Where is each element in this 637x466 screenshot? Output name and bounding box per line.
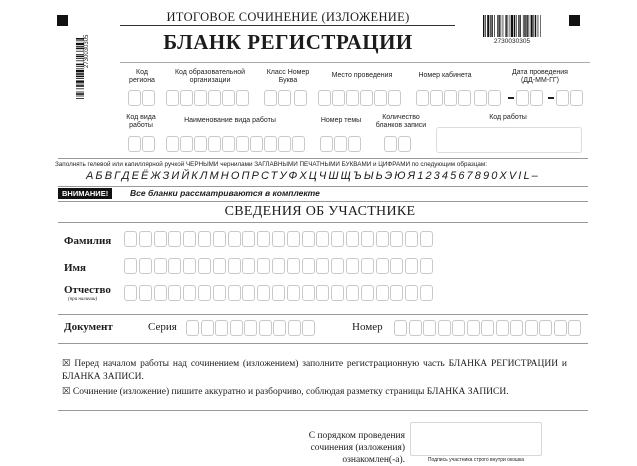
patronymic-cell[interactable]: [331, 285, 344, 301]
org-code-cell[interactable]: [222, 90, 235, 106]
date-year-cell[interactable]: [556, 90, 569, 106]
org-code-cell[interactable]: [208, 90, 221, 106]
sample-characters: АБВГДЕЁЖЗИЙКЛМНОПРСТУФХЦЧШЩЪЫЬЭЮЯ1234567890XVIL–: [86, 170, 540, 182]
date-separator-dash: [548, 97, 554, 99]
surname-cell[interactable]: [420, 231, 433, 247]
name-cell[interactable]: [198, 258, 211, 274]
document-series-cell[interactable]: [259, 320, 272, 336]
room-number-cell[interactable]: [430, 90, 443, 106]
barcode: [483, 15, 541, 37]
document-number-cell[interactable]: [496, 320, 509, 336]
patronymic-cell[interactable]: [242, 285, 255, 301]
name-cell[interactable]: [420, 258, 433, 274]
warning-badge: ВНИМАНИЕ!: [58, 188, 112, 199]
surname-cell[interactable]: [361, 231, 374, 247]
document-series-cell[interactable]: [302, 320, 315, 336]
date-month-cell[interactable]: [530, 90, 543, 106]
venue-label: Место проведения: [331, 72, 393, 79]
work-type-name-cell[interactable]: [194, 136, 207, 152]
section-title-rule: [58, 222, 588, 223]
patronymic-cell[interactable]: [139, 285, 152, 301]
vertical-barcode-number: 2730030305: [84, 34, 90, 68]
name-cell[interactable]: [154, 258, 167, 274]
header-frame-top: [120, 62, 590, 63]
name-cell[interactable]: [376, 258, 389, 274]
surname-cell[interactable]: [183, 231, 196, 247]
surname-cell[interactable]: [331, 231, 344, 247]
document-number-cell[interactable]: [394, 320, 407, 336]
series-label: Серия: [148, 321, 177, 333]
name-cell[interactable]: [405, 258, 418, 274]
topic-number-cell[interactable]: [348, 136, 361, 152]
venue-cell[interactable]: [346, 90, 359, 106]
region-code-label: Код региона: [129, 69, 155, 84]
name-cell[interactable]: [168, 258, 181, 274]
patronymic-note: (при наличии): [68, 297, 98, 302]
document-number-cell[interactable]: [481, 320, 494, 336]
patronymic-cell[interactable]: [302, 285, 315, 301]
acknowledgement-text: С порядком проведения сочинения (изложения) ознакомлен(-а).: [308, 431, 405, 465]
name-cell[interactable]: [272, 258, 285, 274]
document-top-rule: [58, 314, 588, 315]
region-code-cell[interactable]: [128, 90, 141, 106]
surname-cell[interactable]: [213, 231, 226, 247]
patronymic-cell[interactable]: [257, 285, 270, 301]
patronymic-cell[interactable]: [420, 285, 433, 301]
document-number-cell[interactable]: [510, 320, 523, 336]
surname-label: Фамилия: [64, 235, 112, 247]
document-label: Документ: [64, 321, 113, 333]
org-code-cell[interactable]: [180, 90, 193, 106]
fill-instructions: Заполнять гелевой или капиллярной ручкой ЧЕРНЫМИ чернилами ЗАГЛАВНЫМИ ПЕЧАТНЫМИ БУКВАМИ и ЦИФРАМИ по следующим образцам:: [55, 161, 488, 168]
venue-cell[interactable]: [374, 90, 387, 106]
work-code-label: Код работы: [489, 114, 527, 121]
surname-cell[interactable]: [139, 231, 152, 247]
org-code-cell[interactable]: [236, 90, 249, 106]
patronymic-cell[interactable]: [183, 285, 196, 301]
date-day-cell[interactable]: [474, 90, 487, 106]
note-write-neatly: ☒ Сочинение (изложение) пишите аккуратно и разборчиво, соблюдая разметку страницы БЛАНКА ЗАПИСИ.: [62, 387, 509, 397]
work-code-box[interactable]: [436, 127, 582, 153]
name-cell[interactable]: [346, 258, 359, 274]
corner-marker-top-right: [569, 15, 580, 26]
class-label: Класс Номер Буква: [266, 69, 310, 84]
patronymic-cell[interactable]: [316, 285, 329, 301]
surname-cell[interactable]: [257, 231, 270, 247]
participant-section-title: СВЕДЕНИЯ ОБ УЧАСТНИКЕ: [224, 204, 416, 219]
date-day-cell[interactable]: [488, 90, 501, 106]
document-bottom-rule: [58, 343, 588, 344]
document-number-cell[interactable]: [539, 320, 552, 336]
surname-cell[interactable]: [228, 231, 241, 247]
class-number-cell[interactable]: [278, 90, 291, 106]
patronymic-cell[interactable]: [346, 285, 359, 301]
work-type-code-cell[interactable]: [128, 136, 141, 152]
patronymic-cell[interactable]: [272, 285, 285, 301]
name-cell[interactable]: [124, 258, 137, 274]
document-number-cell[interactable]: [438, 320, 451, 336]
patronymic-cell[interactable]: [213, 285, 226, 301]
work-type-name-cell[interactable]: [250, 136, 263, 152]
name-cell[interactable]: [213, 258, 226, 274]
org-code-label: Код образовательной организации: [174, 69, 246, 84]
warning-text: Все бланки рассматриваются в комплекте: [130, 188, 320, 198]
date-label: Дата проведения (ДД-ММ-ГГ): [512, 69, 568, 84]
surname-cell[interactable]: [242, 231, 255, 247]
venue-cell[interactable]: [388, 90, 401, 106]
form-title: ИТОГОВОЕ СОЧИНЕНИЕ (ИЗЛОЖЕНИЕ): [166, 10, 410, 24]
surname-cell[interactable]: [390, 231, 403, 247]
document-number-cell[interactable]: [467, 320, 480, 336]
room-number-cell[interactable]: [458, 90, 471, 106]
surname-cell[interactable]: [316, 231, 329, 247]
name-cell[interactable]: [361, 258, 374, 274]
document-number-cell[interactable]: [423, 320, 436, 336]
work-type-name-label: Наименование вида работы: [184, 117, 276, 124]
title-rule: [120, 25, 455, 26]
surname-cell[interactable]: [168, 231, 181, 247]
signature-box[interactable]: [410, 422, 542, 456]
surname-cell[interactable]: [272, 231, 285, 247]
patronymic-label: Отчество: [64, 284, 111, 296]
corner-marker-top-left: [57, 15, 68, 26]
document-number-cell[interactable]: [554, 320, 567, 336]
name-cell[interactable]: [390, 258, 403, 274]
patronymic-cell[interactable]: [390, 285, 403, 301]
name-cell[interactable]: [242, 258, 255, 274]
topic-number-cell[interactable]: [334, 136, 347, 152]
document-series-cell[interactable]: [244, 320, 257, 336]
region-code-cell[interactable]: [142, 90, 155, 106]
number-label: Номер: [352, 321, 383, 333]
patronymic-cell[interactable]: [154, 285, 167, 301]
document-number-cell[interactable]: [525, 320, 538, 336]
work-type-name-cell[interactable]: [278, 136, 291, 152]
document-series-cell[interactable]: [288, 320, 301, 336]
class-number-cell[interactable]: [264, 90, 277, 106]
surname-cell[interactable]: [405, 231, 418, 247]
notes-bottom-rule: [58, 410, 588, 411]
work-type-name-cell[interactable]: [264, 136, 277, 152]
surname-cell[interactable]: [154, 231, 167, 247]
answer-sheet-count-cell[interactable]: [384, 136, 397, 152]
work-type-name-cell[interactable]: [222, 136, 235, 152]
name-cell[interactable]: [316, 258, 329, 274]
barcode-number: 2730030305: [493, 38, 531, 45]
document-number-cell[interactable]: [568, 320, 581, 336]
form-subtitle: БЛАНК РЕГИСТРАЦИИ: [163, 30, 413, 54]
surname-cell[interactable]: [124, 231, 137, 247]
work-type-name-cell[interactable]: [166, 136, 179, 152]
date-year-cell[interactable]: [570, 90, 583, 106]
class-letter-cell[interactable]: [294, 90, 307, 106]
patronymic-cell[interactable]: [287, 285, 300, 301]
patronymic-cell[interactable]: [405, 285, 418, 301]
date-separator-dash: [508, 97, 514, 99]
work-type-name-cell[interactable]: [180, 136, 193, 152]
patronymic-cell[interactable]: [361, 285, 374, 301]
name-cell[interactable]: [287, 258, 300, 274]
room-number-cell[interactable]: [444, 90, 457, 106]
topic-number-label: Номер темы: [320, 117, 362, 124]
instructions-rule: [58, 186, 588, 187]
name-cell[interactable]: [257, 258, 270, 274]
answer-sheet-count-label: Количество бланков записи: [375, 114, 427, 129]
name-cell[interactable]: [183, 258, 196, 274]
venue-cell[interactable]: [360, 90, 373, 106]
document-series-cell[interactable]: [201, 320, 214, 336]
room-number-cell[interactable]: [416, 90, 429, 106]
header-frame-bottom: [58, 158, 588, 159]
room-number-label: Номер кабинета: [418, 72, 472, 79]
surname-cell[interactable]: [302, 231, 315, 247]
document-series-cell[interactable]: [230, 320, 243, 336]
patronymic-cell[interactable]: [168, 285, 181, 301]
work-type-name-cell[interactable]: [236, 136, 249, 152]
document-number-cell[interactable]: [452, 320, 465, 336]
document-series-cell[interactable]: [273, 320, 286, 336]
work-type-code-cell[interactable]: [142, 136, 155, 152]
work-type-name-cell[interactable]: [208, 136, 221, 152]
note-fill-registration: ☒ Перед началом работы над сочинением (изложением) заполните регистрационную часть БЛАНКА РЕГИСТРАЦИИ и БЛАНКА ЗАПИСИ.: [62, 359, 567, 382]
name-cell[interactable]: [302, 258, 315, 274]
org-code-cell[interactable]: [166, 90, 179, 106]
date-month-cell[interactable]: [516, 90, 529, 106]
name-cell[interactable]: [228, 258, 241, 274]
surname-cell[interactable]: [376, 231, 389, 247]
work-type-name-cell[interactable]: [292, 136, 305, 152]
document-number-cell[interactable]: [409, 320, 422, 336]
surname-cell[interactable]: [287, 231, 300, 247]
patronymic-cell[interactable]: [124, 285, 137, 301]
venue-cell[interactable]: [332, 90, 345, 106]
warning-rule: [58, 201, 588, 202]
document-series-cell[interactable]: [186, 320, 199, 336]
patronymic-cell[interactable]: [228, 285, 241, 301]
venue-cell[interactable]: [318, 90, 331, 106]
patronymic-cell[interactable]: [198, 285, 211, 301]
surname-cell[interactable]: [198, 231, 211, 247]
name-label: Имя: [64, 262, 86, 274]
surname-cell[interactable]: [346, 231, 359, 247]
patronymic-cell[interactable]: [376, 285, 389, 301]
signature-caption: Подпись участника строго внутри окошка: [427, 457, 525, 463]
work-type-code-label: Код вида работы: [126, 114, 156, 129]
answer-sheet-count-cell[interactable]: [398, 136, 411, 152]
topic-number-cell[interactable]: [320, 136, 333, 152]
name-cell[interactable]: [139, 258, 152, 274]
name-cell[interactable]: [331, 258, 344, 274]
org-code-cell[interactable]: [194, 90, 207, 106]
document-series-cell[interactable]: [215, 320, 228, 336]
